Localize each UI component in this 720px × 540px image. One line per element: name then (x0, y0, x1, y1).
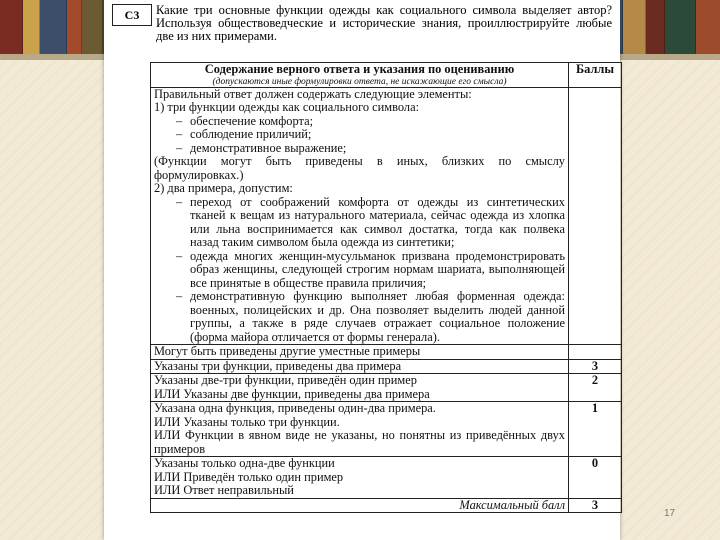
other-examples-row (151, 345, 622, 360)
answer-intro: Правильный ответ должен содержать следующие элементы: (154, 86, 472, 101)
criteria-line: Указаны только одна-две функции (154, 456, 335, 470)
example-item: – переход от соображений комфорта от одежды из синтетических тканей к вещам из натурального материала, сейчас одежда из хлопка или льна воспринимается как символ достатка, тогда как полвека назад таким символом была одежда из синтетики; (176, 196, 565, 250)
header-content (151, 63, 569, 88)
criteria-score: 3 (569, 359, 622, 374)
header-score: Баллы (569, 63, 622, 88)
function-item: – обеспечение комфорта; (176, 115, 565, 129)
max-score-label: Максимальный балл (151, 498, 569, 513)
criteria-text (151, 359, 569, 374)
function-item: – демонстративное выражение; (176, 142, 565, 156)
criteria-line: ИЛИ Указаны две функции, приведены два примера (154, 386, 430, 401)
criteria-line: Указана одна функция, приведены один-два примера. (154, 401, 436, 415)
criteria-line: ИЛИ Указаны только три функции. (154, 414, 340, 429)
criteria-text (151, 374, 569, 402)
scanned-page (104, 0, 620, 540)
example-item: – демонстративную функцию выполняет любая форменная одежда: военных, полицейских и др. Она позволяет выделить людей данной группы, а также в ряде случаев отражает социальное положение (форма майора отличается от формы генерала). (176, 290, 565, 344)
max-score-value: 3 (569, 498, 622, 513)
answer-content (151, 87, 569, 345)
functions-list (154, 115, 565, 156)
criteria-row (151, 359, 622, 374)
part1-title: 1) три функции одежды как социального символа: (154, 100, 420, 114)
other-examples-score (569, 345, 622, 360)
criteria-line: ИЛИ Функции в явном виде не указаны, но понятны из приведённых двух примеров (154, 428, 565, 456)
grading-table (150, 62, 622, 513)
criteria-score: 2 (569, 374, 622, 402)
criteria-row (151, 402, 622, 457)
criteria-line: Указаны три функции, приведены два примера (154, 358, 402, 373)
header-title: Содержание верного ответа и указания по оцениванию (204, 62, 515, 76)
criteria-text (151, 457, 569, 499)
page-number: 17 (664, 508, 676, 519)
table-header-row (151, 63, 622, 88)
functions-note: (Функции могут быть приведены в иных, близких по смыслу формулировках.) (154, 154, 565, 182)
criteria-line: Указаны две-три функции, приведён один пример (154, 373, 417, 387)
question-text: Какие три основные функции одежды как социального символа выделяет автор? Используя обществоведческие и исторические знания, проиллюстрируйте любые две из них примерами. (156, 3, 612, 43)
other-examples: Могут быть приведены другие уместные примеры (151, 345, 569, 360)
max-score-row (151, 498, 622, 513)
criteria-score: 1 (569, 402, 622, 457)
answer-content-row (151, 87, 622, 345)
examples-list (154, 196, 565, 345)
criteria-row (151, 457, 622, 499)
function-item: – соблюдение приличий; (176, 128, 565, 142)
answer-content-score (569, 87, 622, 345)
criteria-text (151, 402, 569, 457)
criteria-row (151, 374, 622, 402)
example-item: – одежда многих женщин-мусульманок призвана продемонстрировать образ женщины, следующей строгим нормам шариата, выполняющей все принятые в обществе правила приличия; (176, 250, 565, 291)
part2-title: 2) два примера, допустим: (154, 181, 293, 195)
question-row (112, 0, 612, 44)
header-subtitle: (допускаются иные формулировки ответа, не искажающие его смысла) (212, 76, 507, 87)
criteria-score: 0 (569, 457, 622, 499)
criteria-line: ИЛИ Приведён только один пример (154, 469, 344, 484)
criteria-line: ИЛИ Ответ неправильный (154, 483, 294, 497)
question-code: С3 (112, 4, 152, 26)
